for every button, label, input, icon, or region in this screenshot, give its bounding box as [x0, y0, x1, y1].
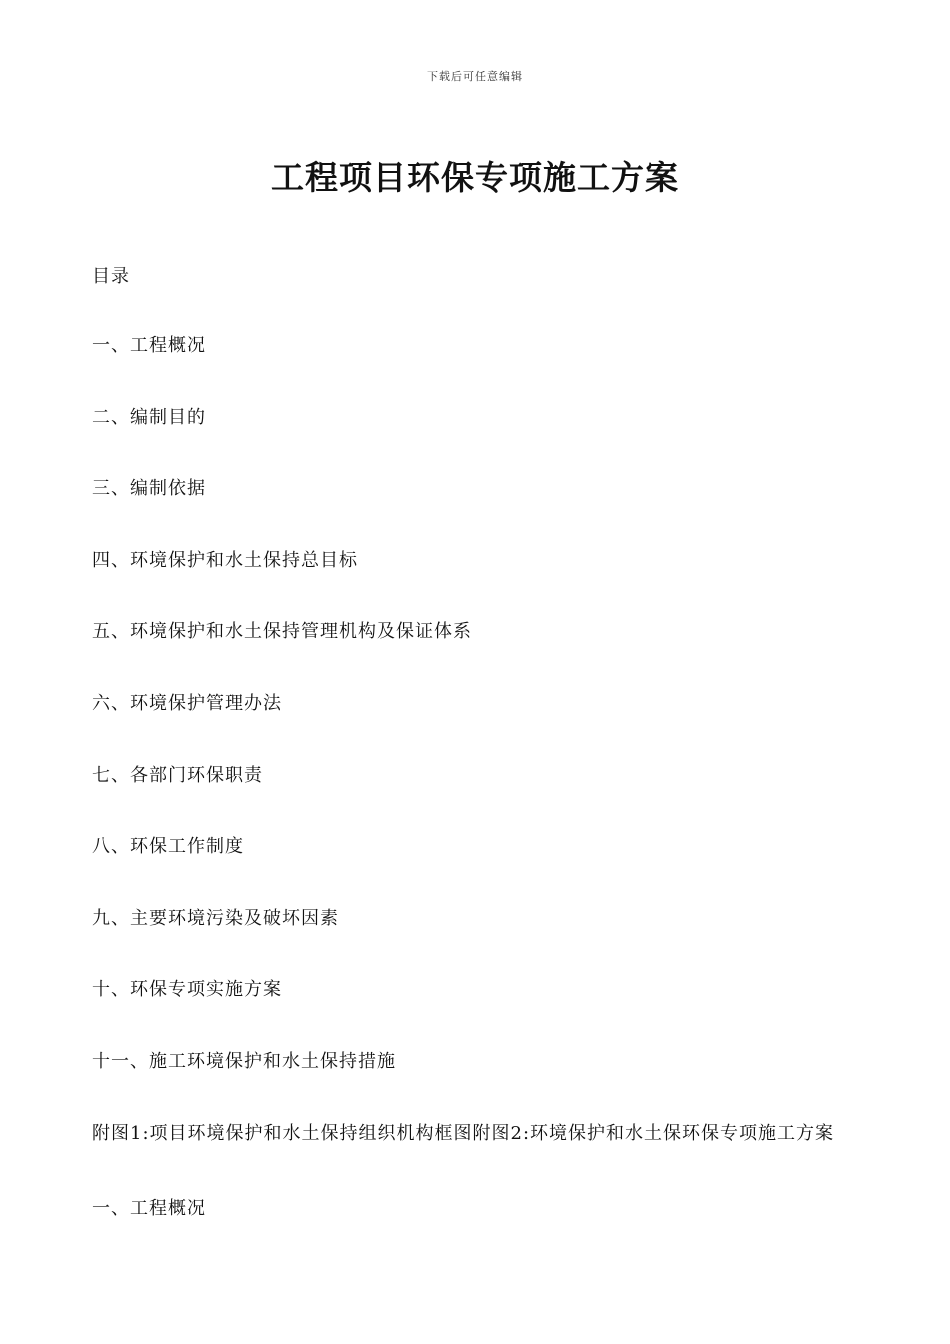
toc-item-9: 九、主要环境污染及破坏因素: [92, 907, 339, 929]
toc-item-2: 二、编制目的: [92, 406, 206, 428]
table-of-contents: [92, 334, 892, 1193]
toc-item-11: 十一、施工环境保护和水土保持措施: [92, 1050, 396, 1072]
toc-item-3: 三、编制依据: [92, 478, 206, 500]
toc-heading: 目录: [92, 266, 130, 287]
document-title: 工程项目环保专项施工方案: [271, 158, 679, 197]
toc-item-7: 七、各部门环保职责: [92, 764, 263, 786]
toc-item-4: 四、环境保护和水土保持总目标: [92, 549, 358, 571]
page-header-note: 下载后可任意编辑: [427, 70, 523, 83]
toc-item-appendix: 附图1:项目环境保护和水土保持组织机构框图附图2:环境保护和水土保环保专项施工方案: [92, 1122, 835, 1144]
toc-item-8: 八、环保工作制度: [92, 836, 244, 858]
section-heading-1: 一、工程概况: [92, 1198, 206, 1219]
toc-item-6: 六、环境保护管理办法: [92, 692, 282, 714]
toc-item-5: 五、环境保护和水土保持管理机构及保证体系: [92, 621, 472, 643]
toc-item-10: 十、环保专项实施方案: [92, 979, 282, 1001]
toc-item-1: 一、工程概况: [92, 335, 206, 356]
